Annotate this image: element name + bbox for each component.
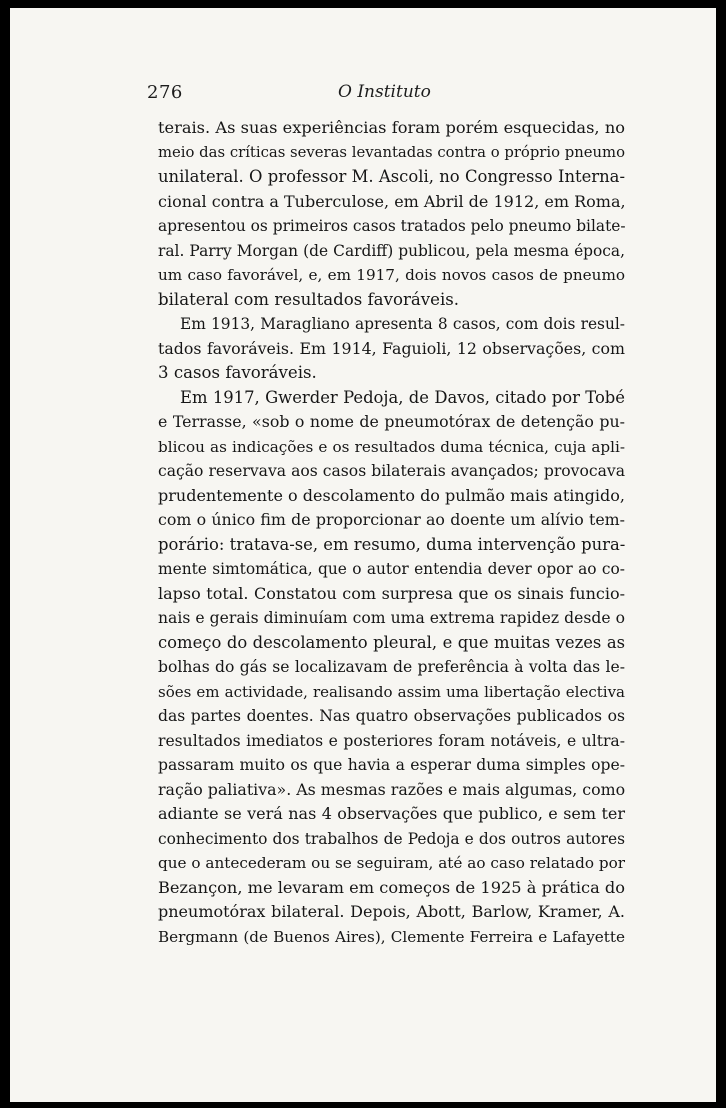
text-line: tados favoráveis. Em 1914, Faguioli, 12 observações, com [158,338,625,358]
text-line: Em 1917, Gwerder Pedoja, de Davos, citado por Tobé [180,387,625,407]
text-line: com o único fim de proporcionar ao doente um alívio tem- [158,510,625,529]
text-line: Bergmann (de Buenos Aires), Clemente Ferreira e Lafayette [158,927,625,946]
text-line: terais. As suas experiências foram porém esquecidas, no [158,118,625,137]
text-line: cional contra a Tuberculose, em Abril de 1912, em Roma, [158,191,626,211]
text-line: unilateral. O professor M. Ascoli, no Congresso Interna- [158,167,625,186]
text-line: prudentemente o descolamento do pulmão mais atingido, [158,485,625,505]
text-line: blicou as indicações e os resultados duma técnica, cuja apli- [158,437,625,456]
text-line: lapso total. Constatou com surpresa que os sinais funcio- [158,583,625,603]
text-line: passaram muito os que havia a esperar duma simples ope- [158,756,625,774]
text-line: resultados imediatos e posteriores foram notáveis, e ultra- [158,731,625,750]
text-line: mente simtomática, que o autor entendia dever opor ao co- [158,560,625,578]
text-line: e Terrasse, «sob o nome de pneumotórax de detenção pu- [158,412,625,431]
text-line: ral. Parry Morgan (de Cardiff) publicou, pela mesma época, [158,241,625,260]
text-line: que o antecederam ou se seguiram, até ao caso relatado por [158,854,625,872]
body-text [158,116,625,949]
text-line: bolhas do gás se localizavam de preferência à volta das le- [158,658,625,676]
text-line: apresentou os primeiros casos tratados pelo pneumo bilate- [158,217,626,235]
page-header [10,82,716,106]
text-line: das partes doentes. Nas quatro observações publicados os [158,707,625,725]
text-line: Em 1913, Maragliano apresenta 8 casos, com dois resul- [180,315,625,333]
text-line: sões em actividade, realisando assim uma libertação electiva [158,682,625,701]
text-line: meio das críticas severas levantadas contra o próprio pneumo [158,143,625,161]
text-line: pneumotórax bilateral. Depois, Abott, Barlow, Kramer, A. [158,902,625,921]
text-line: porário: tratava-se, em resumo, duma intervenção pura- [158,534,626,554]
text-line: 3 casos favoráveis. [158,363,317,382]
book-page [10,8,716,1102]
text-line: Bezançon, me levaram em começos de 1925 à prática do [158,877,625,897]
text-line: bilateral com resultados favoráveis. [158,289,460,309]
text-line: ração paliativa». As mesmas razões e mais algumas, como [158,779,626,799]
text-line: um caso favorável, e, em 1917, dois novos casos de pneumo [158,266,625,284]
page-number: 276 [147,82,183,103]
text-line: conhecimento dos trabalhos de Pedoja e dos outros autores [158,829,625,848]
text-line: adiante se verá nas 4 observações que publico, e sem ter [158,804,625,823]
running-title: O Instituto [338,82,431,102]
text-line: começo do descolamento pleural, e que muitas vezes as [158,632,625,652]
text-line: cação reservava aos casos bilaterais avançados; provocava [158,462,625,480]
text-line: nais e gerais diminuíam com uma extrema rapidez desde o [158,609,625,627]
